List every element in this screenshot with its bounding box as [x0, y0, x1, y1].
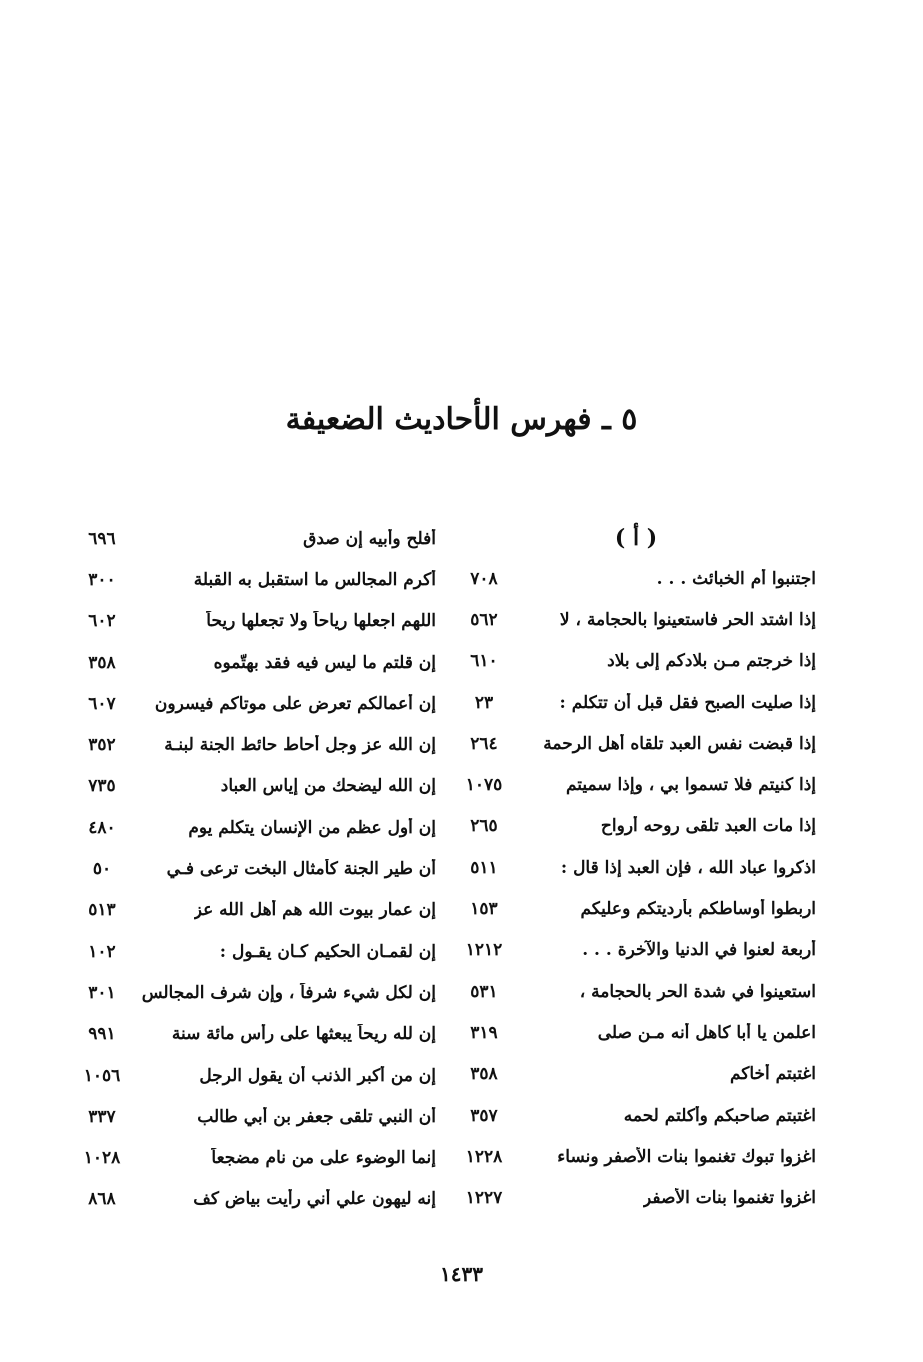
page-reference: ٣٥٧ — [470, 1105, 498, 1126]
hadith-text: أكرم المجالس ما استقبل به القبلة — [193, 569, 436, 590]
hadith-text: إذا كنيتم فلا تسموا بي ، وإذا سميتم — [565, 775, 816, 796]
index-column-right — [456, 518, 816, 1219]
index-entry — [456, 682, 816, 723]
hadith-text: اغتبتم صاحبكم وأكلتم لحمه — [623, 1105, 816, 1126]
hadith-text: اغتبتم أخاكم — [729, 1064, 816, 1085]
index-entry — [456, 971, 816, 1012]
index-entry — [74, 1137, 436, 1178]
index-entry — [74, 642, 436, 683]
page-reference: ٧٣٥ — [88, 776, 116, 797]
index-entry — [456, 1054, 816, 1095]
page-reference: ٣٣٧ — [88, 1106, 116, 1127]
hadith-text: اجتنبوا أم الخبائث . . . — [656, 568, 816, 589]
index-column-left — [74, 518, 436, 1220]
page-reference: ٥٣١ — [470, 981, 498, 1002]
index-entry — [456, 806, 816, 847]
index-entry — [74, 601, 436, 642]
index-entry — [74, 1179, 436, 1220]
page-reference: ٦٠٢ — [88, 611, 116, 632]
hadith-text: إذا خرجتم مـن بلادكم إلى بلاد — [607, 651, 816, 672]
index-entry — [456, 764, 816, 805]
page-reference: ٥٦٢ — [470, 609, 498, 630]
hadith-text: إن أعمالكم تعرض على موتاكم فيسرون — [154, 693, 436, 714]
page-reference: ١٢١٢ — [465, 940, 503, 961]
hadith-text: إن الله ليضحك من إياس العباد — [220, 776, 436, 797]
index-entry — [74, 807, 436, 848]
page-reference: ٨٦٨ — [88, 1189, 116, 1210]
index-entry — [74, 559, 436, 600]
page-reference: ٥١١ — [470, 857, 498, 878]
hadith-text: إن لكل شيء شرفاً ، وإن شرف المجالس — [141, 982, 436, 1003]
hadith-text: إذا صليت الصبح فقل قبل أن تتكلم : — [559, 692, 816, 713]
hadith-text: أفلح وأبيه إن صدق — [303, 528, 436, 549]
hadith-text: إنه ليهون علي أني رأيت بياض كف — [193, 1189, 436, 1210]
page-reference: ٣٥٢ — [88, 735, 116, 756]
hadith-text: إذا اشتد الحر فاستعينوا بالحجامة ، لا — [559, 609, 816, 630]
page-reference: ٥١٣ — [88, 900, 116, 921]
hadith-text: أن النبي تلقى جعفر بن أبي طالب — [197, 1106, 436, 1127]
hadith-text: إن الله عز وجل أحاط حائط الجنة لبنـة — [164, 735, 436, 756]
index-entry — [74, 683, 436, 724]
index-entry — [74, 1014, 436, 1055]
page-reference: ١٥٣ — [470, 899, 498, 920]
page-reference: ٣٥٨ — [470, 1064, 498, 1085]
page-title: ٥ ـ فهرس الأحاديث الضعيفة — [285, 402, 638, 437]
page-reference: ١٠٧٥ — [465, 775, 503, 796]
index-entry — [456, 641, 816, 682]
hadith-text: اربطوا أوساطكم بأرديتكم وعليكم — [580, 899, 816, 920]
page-number: ١٤٣٣ — [440, 1262, 483, 1286]
page-reference: ٢٦٥ — [470, 816, 498, 837]
index-entry — [456, 847, 816, 888]
page-reference: ٥٠ — [92, 859, 112, 880]
index-entry — [456, 599, 816, 640]
hadith-text: إذا مات العبد تلقى روحه أرواح — [600, 816, 816, 837]
hadith-text: إن قلتم ما ليس فيه فقد بهتّموه — [213, 652, 436, 673]
hadith-text: اللهم اجعلها رياحاً ولا تجعلها ريحاً — [206, 611, 436, 632]
index-entry — [456, 888, 816, 929]
page-reference: ١٠٢ — [88, 941, 116, 962]
page-reference: ٤٨٠ — [88, 817, 116, 838]
index-entry — [74, 890, 436, 931]
index-entry — [456, 1177, 816, 1218]
page-reference: ٢٦٤ — [470, 733, 498, 754]
left-entries-list — [74, 518, 436, 1220]
page-reference: ١٠٢٨ — [83, 1148, 121, 1169]
hadith-text: إن لقمـان الحكيم كـان يقـول : — [219, 941, 436, 962]
index-entry — [74, 518, 436, 559]
page-reference: ٣٥٨ — [88, 652, 116, 673]
index-entry — [74, 1096, 436, 1137]
index-entry — [456, 930, 816, 971]
index-entry — [74, 848, 436, 889]
hadith-text: إنما الوضوء على من نام مضجعاً — [211, 1148, 436, 1169]
hadith-text: استعينوا في شدة الحر بالحجامة ، — [579, 981, 816, 1002]
hadith-text: اذكروا عباد الله ، فإن العبد إذا قال : — [560, 857, 816, 878]
hadith-text: اعلمن يا أبا كاهل أنه مـن صلى — [597, 1022, 816, 1043]
hadith-text: إن من أكبر الذنب أن يقول الرجل — [199, 1065, 436, 1086]
right-entries-list — [456, 558, 816, 1219]
page-reference: ١٢٢٧ — [465, 1188, 503, 1209]
hadith-text: إذا قبضت نفس العبد تلقاه أهل الرحمة — [543, 733, 816, 754]
index-entry — [456, 1136, 816, 1177]
index-entry — [74, 972, 436, 1013]
page-reference: ٦٠٧ — [88, 693, 116, 714]
page-reference: ٧٠٨ — [470, 568, 498, 589]
section-letter-alif: ( أ ) — [614, 525, 658, 551]
hadith-text: اغزوا تغنموا بنات الأصفر — [643, 1188, 816, 1209]
page-reference: ١٢٢٨ — [465, 1146, 503, 1167]
hadith-text: اغزوا تبوك تغنموا بنات الأصفر ونساء — [557, 1146, 816, 1167]
hadith-text: إن عمار بيوت الله هم أهل الله عز — [193, 900, 436, 921]
hadith-text: إن أول عظم من الإنسان يتكلم يوم — [188, 817, 436, 838]
index-entry — [74, 1055, 436, 1096]
page-reference: ٦٩٦ — [88, 528, 116, 549]
index-entry — [456, 1095, 816, 1136]
page-reference: ٦١٠ — [470, 651, 498, 672]
hadith-text: أن طير الجنة كأمثال البخت ترعى فـي — [166, 859, 436, 880]
hadith-text: أربعة لعنوا في الدنيا والآخرة . . . — [582, 940, 816, 961]
index-entry — [74, 766, 436, 807]
index-entry — [456, 723, 816, 764]
index-entry — [74, 931, 436, 972]
page-reference: ٣١٩ — [470, 1022, 498, 1043]
index-entry — [74, 724, 436, 765]
index-entry — [456, 558, 816, 599]
index-entry — [456, 1012, 816, 1053]
page-reference: ٩٩١ — [88, 1024, 116, 1045]
hadith-text: إن لله ريحاً يبعثها على رأس مائة سنة — [171, 1024, 436, 1045]
page-reference: ١٠٥٦ — [83, 1065, 121, 1086]
page-reference: ٢٣ — [474, 692, 494, 713]
page-reference: ٣٠٠ — [88, 569, 116, 590]
page-reference: ٣٠١ — [88, 982, 116, 1003]
